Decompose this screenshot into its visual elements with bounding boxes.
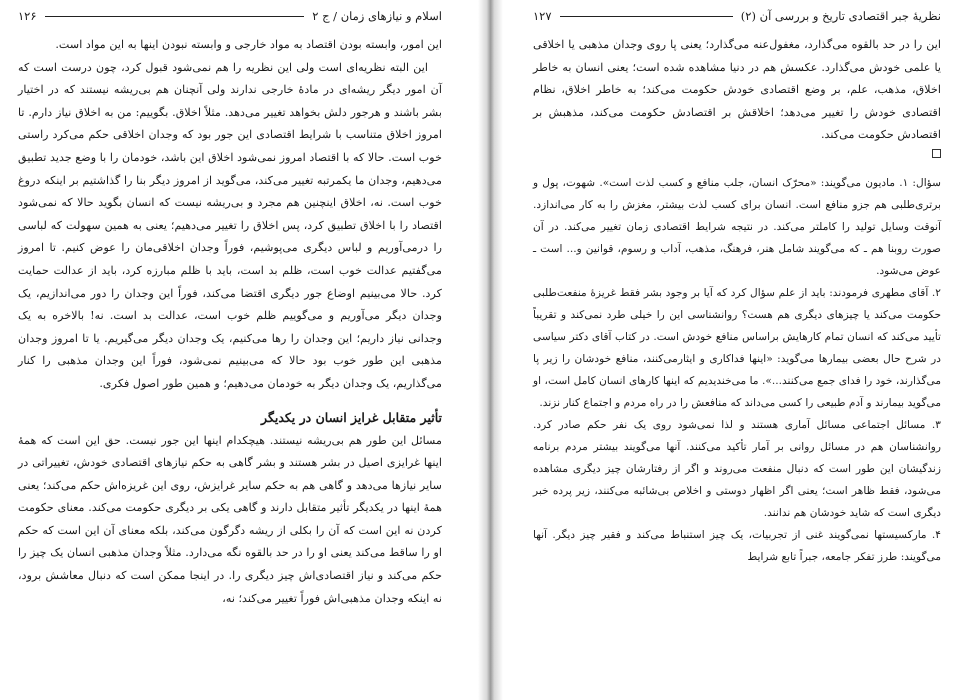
notes-section <box>533 172 941 568</box>
note-1-text: ۱. مادیون می‌گویند: «محرّک انسان، جلب منافع و کسب لذت است». شهوت، پول و برتری‌طلبی هم جزو منافع است. انسان برای کسب لذت بیشتر، مغزش را به کار می‌اندازد. آنوقت وسایل تولید را کاملتر می‌کند. در نتیجه شرایط اقتصادی زمان تغییر می‌کند. در آن صورت روبنا هم ـ که می‌گویند شامل هنر، فرهنگ، مذهب، آداب و رسوم، قوانین و... است ـ عوض می‌شود. <box>533 176 941 277</box>
right-page-header <box>533 6 941 26</box>
square-icon <box>932 149 941 158</box>
right-header-title: نظریهٔ جبر اقتصادی تاریخ و بررسی آن (۲) <box>740 9 941 23</box>
question-label: سؤال: <box>912 176 941 189</box>
left-page-number: ۱۲۶ <box>18 9 37 23</box>
note-2: ۲. آقای مطهری فرمودند: باید از علم سؤال کرد که آیا بر وجود بشر فقط غریزهٔ منفعت‌طلبی حکومت می‌کند یا چیزهای دیگری هم هست؟ روانشناسی این را خیلی طرد نمی‌کند و تقریباً تأیید می‌کند که انسان تمام کارهایش براساس منافع خودش است. در کتاب آقای دکتر سیاسی در شرح حال بعضی بیمارها می‌گوید: «اینها فداکاری و ایثارمی‌کنند، منافع خودشان را زیر پا می‌گذارند، خود را فدای جمع می‌کنند...». ما می‌خندیدیم که اینها کارهای انسان کامل است، او می‌گوید بیمارند و آدم طبیعی را کسی می‌داند که منافعش را در راه مردم و اجتماع کنار نزند. <box>533 286 941 409</box>
left-page <box>0 0 478 700</box>
right-page-number: ۱۲۷ <box>533 9 552 23</box>
book-gutter <box>478 0 503 700</box>
section-heading: تأثیر متقابل غرایز انسان در یکدیگر <box>261 409 442 425</box>
end-of-section-square <box>533 147 941 168</box>
note-1 <box>533 172 941 282</box>
right-page <box>503 0 969 700</box>
left-paragraph-1: این امور، وابسته بودن اقتصاد به مواد خارجی و وابسته نبودن اینها به این مواد است. <box>55 38 442 51</box>
section-paragraph: مسائل این طور هم بی‌ریشه نیستند. هیچکدام اینها این جور نیست. حق این است که همهٔ اینها غرایزی اصیل در بشر هستند و بشر گاهی به حکم نیازهای اقتصادی خودش، تغییراتی در سایر نیازها می‌دهد و گاهی هم به حکم سایر غرایزش، روی این غریزه‌اش حکم می‌کند؛ یعنی همهٔ اینها در یکدیگر تأثیر متقابل دارند و گاهی یکی بر دیگری حکومت می‌کند. معنای حکومت کردن نه این است که آن را بکلی از ریشه دگرگون می‌کند، بلکه معنای آن این است که حکم او را ساقط می‌کند یعنی او را در حد بالقوه نگه می‌دارد. مثلاً وجدان مذهبی انسان یک چیز را حکم می‌کند و نیاز اقتصادی‌اش چیز دیگری را. در اینجا ممکن است که دنبال معاشش برود، نه اینکه وجدان مذهبی‌اش فوراً تغییر می‌کند؛ نه، <box>18 433 442 605</box>
right-paragraph-1: این را در حد بالقوه می‌گذارد، مغفول‌عنه می‌گذارد؛ یعنی پا روی وجدان مذهبی یا اخلاقی یا علمی خودش می‌گذارد. عکسش هم در دنیا مشاهده شده است؛ یعنی انسان به خاطر اخلاق، مذهب، علم، بر وضع اقتصادی خودش حکومت می‌کند؛ به خاطر اخلاق، نظام اقتصادی خودش را تغییر می‌دهد؛ اخلاقش بر اقتصادش حکومت می‌کند، مذهبش بر اقتصادش حکومت می‌کند. <box>533 38 941 142</box>
header-rule <box>560 16 733 17</box>
left-page-header <box>18 6 442 26</box>
note-4: ۴. مارکسیستها نمی‌گویند غنی از تجربیات، یک چیز استنباط می‌کند و فقیر چیز دیگر. آنها می‌گویند: طرز تفکر جامعه، جبراً تابع شرایط <box>533 528 941 563</box>
header-rule <box>45 16 305 17</box>
left-paragraph-2: این البته نظریه‌ای است ولی این نظریه را هم نمی‌شود قبول کرد، چون درست است که آن امور دیگر ریشه‌ای در مادهٔ خارجی ندارند ولی آنچنان هم بی‌ریشه نیستند که در اختیار بشر باشند و هرجور دلش بخواهد تغییر می‌دهد. مثلاً اخلاق. بگوییم: من به اخلاق نیاز دارم. تا امروز اخلاق متناسب با شرایط اقتصادی این جور بود که وجدان اخلاقی حکم می‌کرد راستی خوب است. حالا که با اقتصاد امروز نمی‌شود اخلاق این باشد، خودمان را با وضع جدید تطبیق می‌دهیم، وجدان ما یکمرتبه تغییر می‌کند، می‌گوید از امروز دیگر بنا را گذاشتیم بر اینکه دروغ خوب است. نه، اخلاق اینچنین هم مجرد و بی‌ریشه نیست که انسان بگوید حالا که نمی‌شود اقتصاد را با اخلاق تطبیق کرد، پس اخلاق را تغییر می‌دهیم؛ یعنی به همین سهولت که لباسی را درمی‌آوریم و لباس دیگری می‌پوشیم، فوراً وجدان اخلاقی‌مان را عوض کنیم. تا امروز می‌گفتیم عدالت خوب است، ظلم بد است، باید با ظلم مبارزه کرد، باید از عدالت حمایت کرد. حالا می‌بینیم اوضاع جور دیگری اقتضا می‌کند، فوراً این وجدان را دور می‌اندازیم، یک وجدان دیگر می‌آوریم و می‌گوییم ظلم خوب است، عدالت بد است. نه! بالاخره به یک وجدانی نیاز داریم؛ این وجدان را رها می‌کنیم، یک وجدان دیگر می‌گیریم. یا تا امروز وجدان مذهبی این طور خوب بود حالا که می‌بینیم نمی‌شود، فوراً این وجدان مذهبی را کنار می‌گذاریم، یک وجدان دیگر به خودمان می‌دهیم؛ و همین طور اصول فکری. <box>18 60 442 390</box>
left-header-title: اسلام و نیازهای زمان / ج ۲ <box>312 9 442 23</box>
note-3: ۳. مسائل اجتماعی مسائل آماری هستند و لذا نمی‌شود روی یک نفر حکم صادر کرد. روانشناسان هم در مسائل روانی بر آمار تأکید می‌کنند. آنها می‌گویند بیشتر مردم برنامه زندگیشان این طور است که دنبال منفعت می‌روند و اگر از رفتارشان چیز دیگری مشاهده می‌شود، فقط ظاهر است؛ یعنی اگر اظهار دوستی و اخلاص بی‌شائبه می‌کنند، زیر پرده خبر دیگری است که شاید خودشان هم ندانند. <box>533 418 941 519</box>
